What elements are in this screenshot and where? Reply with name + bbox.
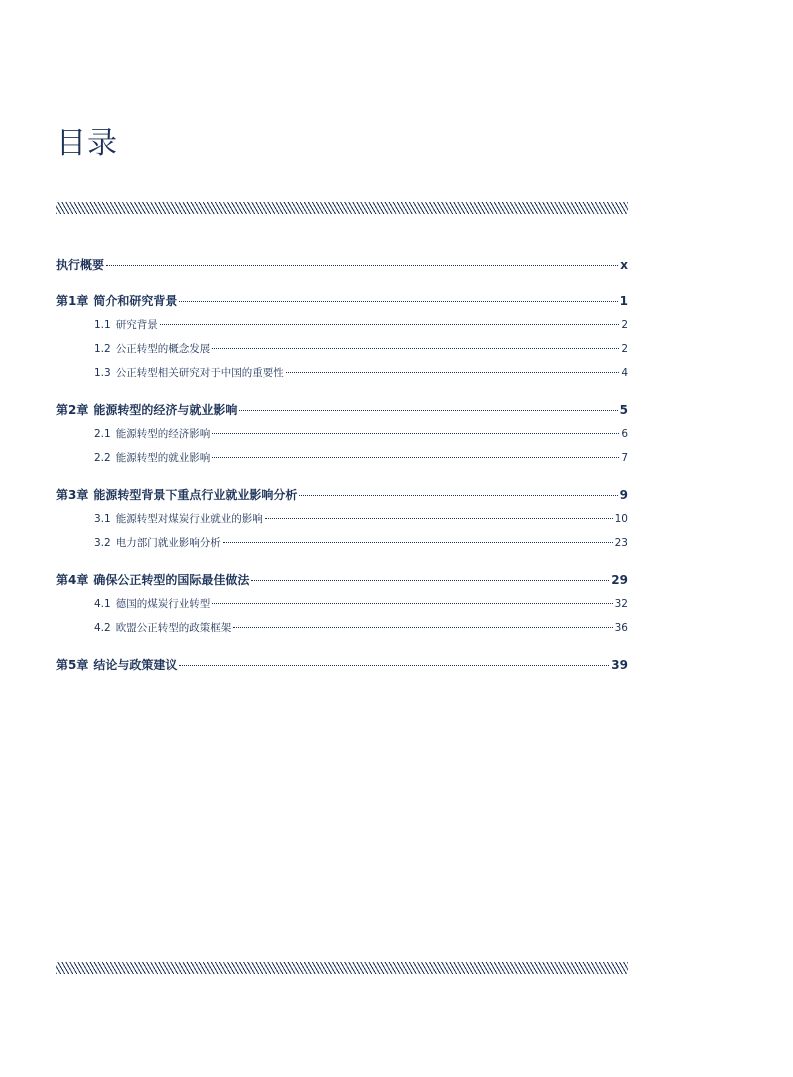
toc-entry-label: 研究背景 — [115, 319, 158, 331]
toc-entry-section-1-1[interactable] — [56, 317, 628, 332]
toc-entry-label: 能源转型对煤炭行业就业的影响 — [115, 513, 263, 525]
toc-entry-label: 能源转型背景下重点行业就业影响分析 — [93, 488, 298, 502]
toc-page-number: 2 — [621, 343, 628, 355]
toc-entry-label: 结论与政策建议 — [93, 658, 178, 672]
toc-page-number: 32 — [614, 598, 628, 610]
toc-page-number: x — [620, 258, 628, 272]
dot-leader — [212, 433, 619, 434]
toc-section-number: 3.1 — [94, 513, 111, 525]
toc-entry-section-3-2[interactable] — [56, 535, 628, 550]
dot-leader — [179, 301, 617, 302]
toc-entry-label: 能源转型的就业影响 — [115, 452, 211, 464]
toc-entry-label: 能源转型的经济与就业影响 — [93, 403, 238, 417]
dot-leader — [179, 665, 609, 666]
toc-page-number: 7 — [621, 452, 628, 464]
toc-entry-executive-summary[interactable] — [56, 256, 628, 273]
dot-leader — [239, 410, 617, 411]
toc-entry-label: 执行概要 — [56, 258, 105, 272]
toc-page-number: 36 — [614, 622, 628, 634]
toc-entry-chapter-4[interactable] — [56, 571, 628, 588]
toc-entry-label: 德国的煤炭行业转型 — [115, 598, 211, 610]
dot-leader — [212, 457, 619, 458]
toc-entry-label: 简介和研究背景 — [93, 294, 178, 308]
toc-entry-chapter-2[interactable] — [56, 401, 628, 418]
toc-entry-section-2-1[interactable] — [56, 426, 628, 441]
dot-leader — [233, 627, 612, 628]
toc-entry-section-1-3[interactable] — [56, 365, 628, 380]
toc-entry-label: 公正转型的概念发展 — [115, 343, 211, 355]
dot-leader — [265, 518, 613, 519]
toc-chapter-number: 第1章 — [56, 294, 89, 308]
toc-entry-label: 能源转型的经济影响 — [115, 428, 211, 440]
toc-page-number: 2 — [621, 319, 628, 331]
toc-page-number: 1 — [619, 294, 628, 308]
toc-page-number: 6 — [621, 428, 628, 440]
toc-entry-chapter-1[interactable] — [56, 292, 628, 309]
toc-entry-section-4-1[interactable] — [56, 596, 628, 611]
dot-leader — [212, 603, 612, 604]
decorative-hatch-divider-bottom — [56, 962, 628, 974]
toc-chapter-number: 第5章 — [56, 658, 89, 672]
toc-entry-label: 电力部门就业影响分析 — [115, 537, 221, 549]
toc-page-number: 5 — [619, 403, 628, 417]
toc-section-number: 1.1 — [94, 319, 111, 331]
toc-entry-section-3-1[interactable] — [56, 511, 628, 526]
toc-page-number: 39 — [611, 658, 628, 672]
toc-entry-chapter-3[interactable] — [56, 486, 628, 503]
toc-section-number: 1.3 — [94, 367, 111, 379]
toc-section-number: 1.2 — [94, 343, 111, 355]
toc-entry-label: 确保公正转型的国际最佳做法 — [93, 573, 250, 587]
toc-section-number: 2.2 — [94, 452, 111, 464]
dot-leader — [223, 542, 613, 543]
toc-section-number: 2.1 — [94, 428, 111, 440]
toc-entry-section-4-2[interactable] — [56, 620, 628, 635]
toc-chapter-number: 第3章 — [56, 488, 89, 502]
dot-leader — [251, 580, 609, 581]
toc-page-number: 23 — [614, 537, 628, 549]
toc-section-number: 3.2 — [94, 537, 111, 549]
toc-page-number: 10 — [614, 513, 628, 525]
dot-leader — [286, 372, 620, 373]
dot-leader — [160, 324, 620, 325]
toc-entry-label: 欧盟公正转型的政策框架 — [115, 622, 232, 634]
toc-entry-section-1-2[interactable] — [56, 341, 628, 356]
dot-leader — [212, 348, 619, 349]
toc-section-number: 4.2 — [94, 622, 111, 634]
dot-leader — [299, 495, 617, 496]
toc-chapter-number: 第2章 — [56, 403, 89, 417]
toc-page-number: 9 — [619, 488, 628, 502]
toc-page-number: 29 — [611, 573, 628, 587]
toc-entry-label: 公正转型相关研究对于中国的重要性 — [115, 367, 284, 379]
toc-page-number: 4 — [621, 367, 628, 379]
toc-chapter-number: 第4章 — [56, 573, 89, 587]
toc-entry-chapter-5[interactable] — [56, 656, 628, 673]
toc-entry-section-2-2[interactable] — [56, 450, 628, 465]
toc-section-number: 4.1 — [94, 598, 111, 610]
decorative-hatch-divider-top — [56, 202, 628, 214]
page-title: 目录 — [56, 126, 118, 161]
dot-leader — [106, 265, 618, 266]
